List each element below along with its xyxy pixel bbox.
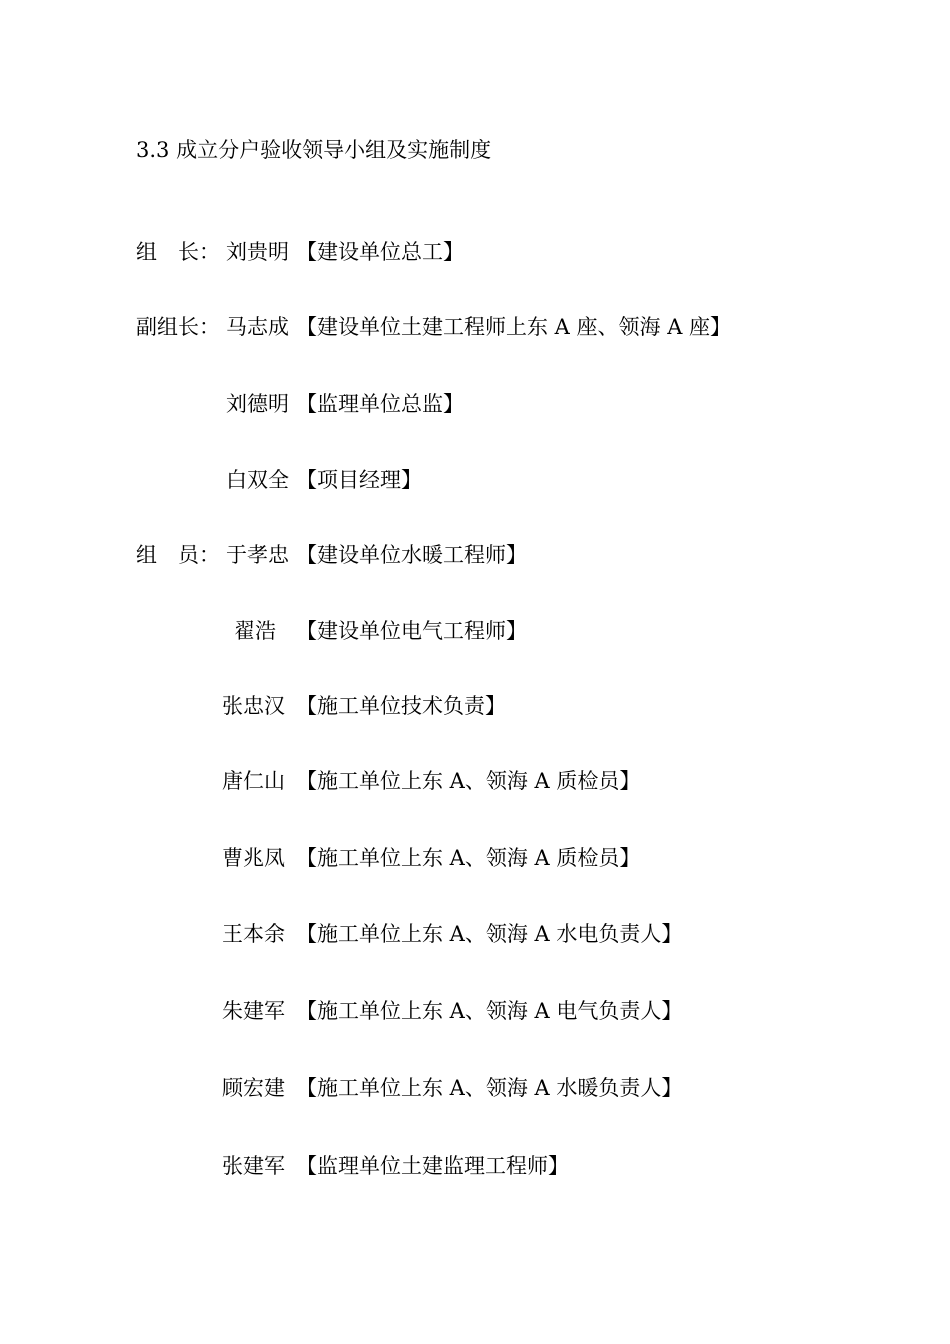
member-name: 白双全 bbox=[226, 468, 289, 492]
member-name: 刘德明 bbox=[226, 392, 289, 416]
member-description: 【建设单位电气工程师】 bbox=[296, 619, 527, 643]
member-name: 马志成 bbox=[226, 315, 289, 339]
member-description: 【施工单位上东 A、领海 A 电气负责人】 bbox=[296, 999, 683, 1023]
member-name: 张建军 bbox=[222, 1154, 285, 1178]
member-description: 【施工单位上东 A、领海 A 水暖负责人】 bbox=[296, 1076, 683, 1100]
member-name: 张忠汉 bbox=[222, 694, 285, 718]
member-name: 于孝忠 bbox=[226, 543, 289, 567]
member-name: 顾宏建 bbox=[222, 1076, 285, 1100]
member-name: 刘贵明 bbox=[226, 240, 289, 264]
member-description: 【施工单位上东 A、领海 A 质检员】 bbox=[296, 846, 641, 870]
member-role: 组 员： bbox=[136, 543, 220, 567]
member-name: 朱建军 bbox=[222, 999, 285, 1023]
member-description: 【监理单位总监】 bbox=[296, 392, 464, 416]
member-description: 【建设单位土建工程师上东 A 座、领海 A 座】 bbox=[296, 315, 732, 339]
member-description: 【施工单位上东 A、领海 A 水电负责人】 bbox=[296, 922, 683, 946]
member-name: 翟浩 bbox=[234, 619, 276, 643]
member-description: 【项目经理】 bbox=[296, 468, 422, 492]
member-description: 【监理单位土建监理工程师】 bbox=[296, 1154, 569, 1178]
member-description: 【建设单位总工】 bbox=[296, 240, 464, 264]
member-description: 【施工单位技术负责】 bbox=[296, 694, 506, 718]
member-name: 曹兆凤 bbox=[222, 846, 285, 870]
member-name: 唐仁山 bbox=[222, 769, 285, 793]
section-heading: 3.3 成立分户验收领导小组及实施制度 bbox=[136, 138, 492, 162]
member-role: 组 长： bbox=[136, 240, 220, 264]
member-role: 副组长： bbox=[136, 315, 220, 339]
member-description: 【建设单位水暖工程师】 bbox=[296, 543, 527, 567]
member-description: 【施工单位上东 A、领海 A 质检员】 bbox=[296, 769, 641, 793]
member-name: 王本余 bbox=[222, 922, 285, 946]
